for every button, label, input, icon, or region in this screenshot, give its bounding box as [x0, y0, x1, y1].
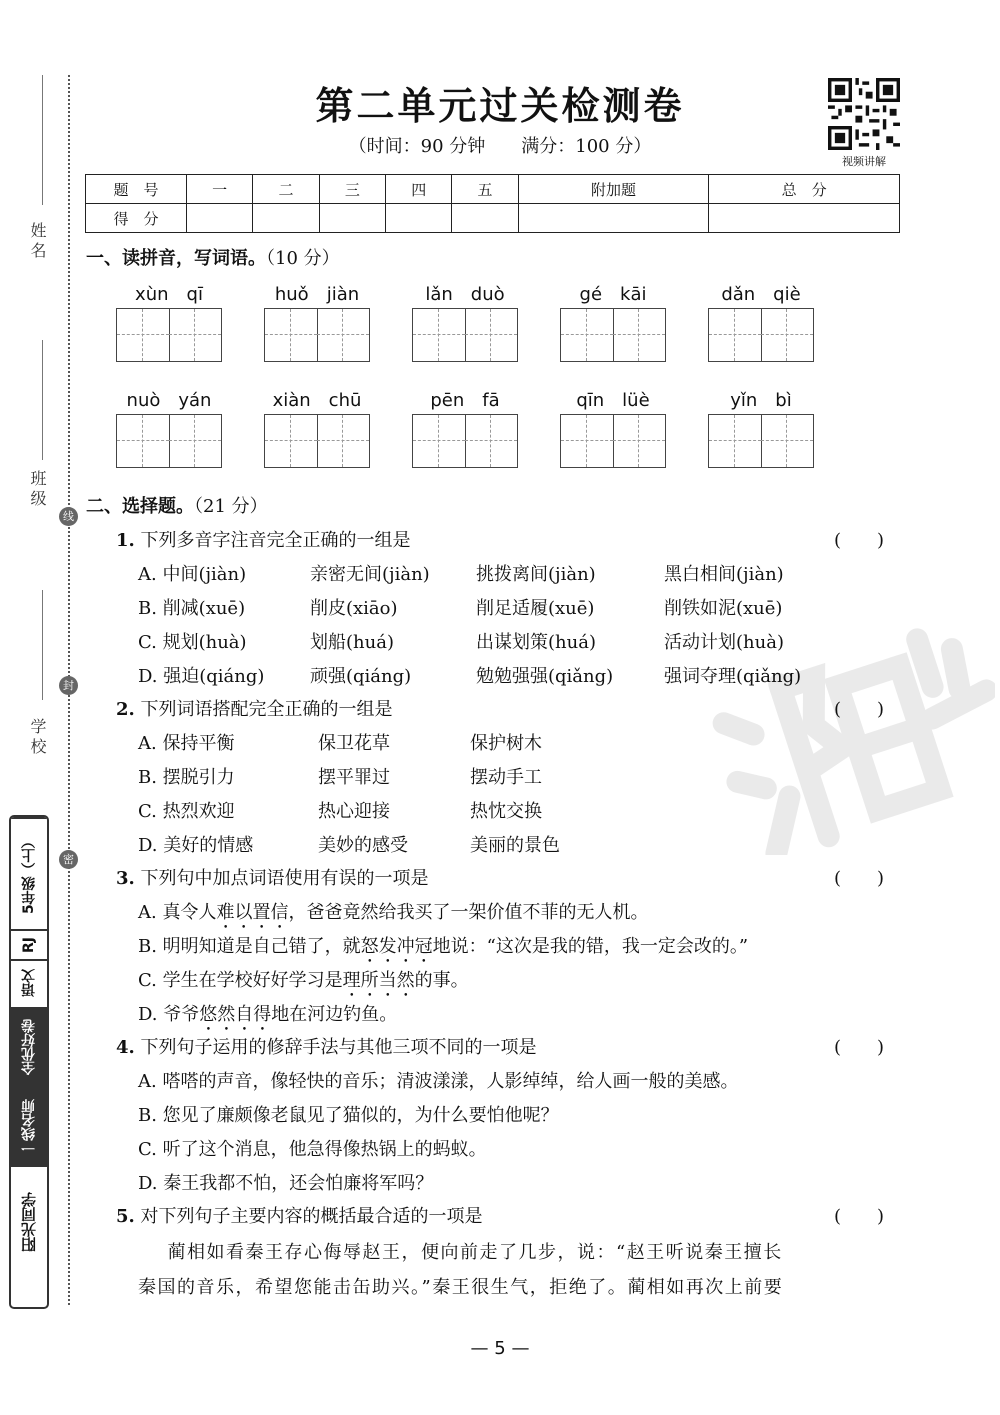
option-a-item: 保护树木 — [470, 733, 542, 754]
writing-grid[interactable] — [116, 414, 222, 468]
pinyin-label: xiàn chū — [272, 390, 362, 411]
option-b[interactable] — [138, 932, 748, 967]
seal-mark-secret: 密 — [59, 850, 78, 869]
brand-slogan-1: 一线名师 — [11, 1087, 47, 1167]
option-a-item: 亲密无间(jiàn) — [310, 564, 430, 585]
score-header-cell: 一 — [187, 175, 253, 204]
option-d-item: 勉勉强强(qiǎng) — [476, 666, 614, 687]
name-line — [42, 75, 43, 205]
option-a[interactable]: A. 中间(jiàn) — [138, 564, 247, 585]
question-text: 下列句中加点词语使用有误的一项是 — [140, 868, 429, 889]
score-cell[interactable] — [187, 204, 253, 233]
question-5 — [116, 1202, 483, 1228]
brand-edition: RJ — [11, 929, 47, 959]
question-4 — [116, 1033, 537, 1059]
pinyin-label: yǐn bì — [730, 390, 792, 411]
option-b[interactable]: B. 削减(xuē) — [138, 598, 246, 619]
dotted-word: 理所当然 — [342, 970, 415, 991]
score-header-cell: 总 分 — [709, 175, 900, 204]
option-d-item: 强词夺理(qiǎng) — [664, 666, 802, 687]
question-3 — [116, 864, 429, 890]
brand-strip — [9, 815, 49, 1309]
score-row-label: 得 分 — [86, 204, 187, 233]
writing-grid[interactable] — [412, 414, 518, 468]
option-a[interactable] — [138, 898, 648, 933]
option-c-item: 出谋划策(huá) — [476, 632, 596, 653]
school-line — [42, 590, 43, 700]
writing-grid[interactable] — [708, 308, 814, 362]
answer-bracket[interactable]: ( ) — [834, 699, 885, 720]
option-d-item: 美丽的景色 — [470, 835, 560, 856]
option-b-item: 削皮(xiāo) — [310, 598, 398, 619]
option-c[interactable] — [138, 966, 469, 1001]
section-1-title-text: 一、读拼音，写词语。 — [86, 248, 266, 269]
option-a[interactable]: A. 嗒嗒的声音，像轻快的音乐；清波漾漾，人影绰绰，给人画一般的美感。 — [138, 1071, 739, 1092]
score-cell[interactable] — [518, 204, 709, 233]
section-2-points: （21 分） — [194, 496, 268, 517]
pinyin-label: gé kāi — [579, 284, 647, 305]
question-1 — [116, 526, 411, 552]
option-a[interactable]: A. 保持平衡 — [138, 733, 235, 754]
option-d[interactable]: D. 美好的情感 — [138, 835, 254, 856]
option-d[interactable] — [138, 1000, 397, 1035]
option-d-item: 顽强(qiáng) — [310, 666, 412, 687]
exam-info: （时间：90 分钟 满分：100 分） — [348, 136, 652, 157]
question-text: 下列多音字注音完全正确的一组是 — [140, 530, 411, 551]
option-text: A. 真令人 — [138, 902, 217, 923]
option-text: 的事。 — [414, 970, 469, 991]
pinyin-label: nuò yán — [126, 390, 212, 411]
option-d[interactable]: D. 强迫(qiáng) — [138, 666, 265, 687]
writing-grid[interactable] — [412, 308, 518, 362]
class-label: 班级 — [28, 470, 47, 510]
option-a-item: 黑白相间(jiàn) — [664, 564, 784, 585]
question-text: 对下列句子主要内容的概括最合适的一项是 — [140, 1206, 483, 1227]
question-2 — [116, 695, 393, 721]
answer-bracket[interactable]: ( ) — [834, 868, 885, 889]
page-title: 第二单元过关检测卷 — [315, 84, 685, 128]
option-c-item: 热心迎接 — [318, 801, 390, 822]
dotted-word: 怒发冲冠 — [360, 936, 433, 957]
pinyin-label: lǎn duò — [425, 284, 505, 305]
score-header-cell: 四 — [386, 175, 452, 204]
page-number: — 5 — — [470, 1338, 530, 1359]
score-table — [85, 174, 900, 233]
pinyin-label: huǒ jiàn — [274, 284, 360, 305]
writing-grid[interactable] — [264, 414, 370, 468]
qr-label: 视频讲解 — [842, 155, 886, 168]
seal-mark-seal: 封 — [59, 676, 78, 695]
option-text: 地说：“这次是我的错，我一定会改的。” — [432, 936, 749, 957]
answer-bracket[interactable]: ( ) — [834, 530, 885, 551]
answer-bracket[interactable]: ( ) — [834, 1206, 885, 1227]
question-number: 3. — [116, 868, 135, 889]
brand-grade: 5年级（上） — [11, 817, 47, 929]
dotted-word: 难以置信 — [216, 902, 289, 923]
answer-bracket[interactable]: ( ) — [834, 1037, 885, 1058]
writing-grid[interactable] — [116, 308, 222, 362]
option-a-item: 挑拨离间(jiàn) — [476, 564, 596, 585]
option-text: 地在河边钓鱼。 — [271, 1004, 398, 1025]
brand-logo: 阳光同学 — [20, 1192, 38, 1252]
option-c-item: 活动计划(huà) — [664, 632, 784, 653]
question-text: 下列句子运用的修辞手法与其他三项不同的一项是 — [140, 1037, 537, 1058]
question-number: 5. — [116, 1206, 135, 1227]
watermark-logo — [705, 625, 995, 855]
score-header-cell: 五 — [452, 175, 518, 204]
question-text: 下列词语搭配完全正确的一组是 — [140, 699, 393, 720]
option-b-item: 摆平罪过 — [318, 767, 390, 788]
score-cell[interactable] — [319, 204, 385, 233]
qr-code-icon[interactable] — [828, 78, 900, 150]
brand-subject: 语文 — [11, 959, 47, 1005]
option-c-item: 热忱交换 — [470, 801, 542, 822]
score-cell[interactable] — [452, 204, 518, 233]
class-line — [42, 340, 43, 460]
option-b-item: 削铁如泥(xuē) — [664, 598, 783, 619]
dotted-word: 悠然自得 — [199, 1004, 272, 1025]
question-number: 4. — [116, 1037, 135, 1058]
writing-grid[interactable] — [708, 414, 814, 468]
section-1-title — [86, 244, 340, 270]
score-table-header-row — [86, 175, 900, 204]
question-number: 1. — [116, 530, 135, 551]
question-number: 2. — [116, 699, 135, 720]
seal-mark-line: 线 — [59, 507, 78, 526]
option-text: D. 爷爷 — [138, 1004, 200, 1025]
option-b-item: 削足适履(xuē) — [476, 598, 595, 619]
score-header-cell: 二 — [253, 175, 319, 204]
option-d[interactable]: D. 秦王我都不怕，还会怕廉将军吗？ — [138, 1173, 434, 1194]
passage-line: 秦国的音乐，希望您能击缶助兴。”秦王很生气，拒绝了。蔺相如再次上前要 — [138, 1277, 784, 1298]
brand-slogan-2: 全优好卷 — [11, 1005, 47, 1087]
score-header-cell: 三 — [319, 175, 385, 204]
option-c[interactable]: C. 规划(huà) — [138, 632, 247, 653]
option-d-item: 美妙的感受 — [318, 835, 408, 856]
score-table-score-row — [86, 204, 900, 233]
name-label: 姓名 — [28, 222, 47, 262]
pinyin-label: pēn fā — [430, 390, 500, 411]
score-cell[interactable] — [709, 204, 900, 233]
option-text: ，爸爸竟然给我买了一架价值不菲的无人机。 — [288, 902, 649, 923]
section-2-title-text: 二、选择题。 — [86, 496, 194, 517]
option-c[interactable]: C. 听了这个消息，他急得像热锅上的蚂蚁。 — [138, 1139, 487, 1160]
pinyin-label: qīn lüè — [576, 390, 650, 411]
pinyin-label: xùn qī — [135, 284, 203, 305]
score-header-cell: 题 号 — [86, 175, 187, 204]
option-b[interactable]: B. 摆脱引力 — [138, 767, 235, 788]
option-c[interactable]: C. 热烈欢迎 — [138, 801, 235, 822]
option-b[interactable]: B. 您见了廉颇像老鼠见了猫似的，为什么要怕他呢？ — [138, 1105, 559, 1126]
section-1-points: （10 分） — [266, 248, 340, 269]
option-text: C. 学生在学校好好学习是 — [138, 970, 343, 991]
option-text: B. 明明知道是自己错了，就 — [138, 936, 361, 957]
writing-grid[interactable] — [560, 414, 666, 468]
score-cell[interactable] — [253, 204, 319, 233]
option-c-item: 划船(huá) — [310, 632, 394, 653]
pinyin-label: dǎn qiè — [721, 284, 801, 305]
option-b-item: 摆动手工 — [470, 767, 542, 788]
score-cell[interactable] — [386, 204, 452, 233]
school-label: 学校 — [28, 718, 47, 758]
option-a-item: 保卫花草 — [318, 733, 390, 754]
writing-grid[interactable] — [560, 308, 666, 362]
passage-line: 蔺相如看秦王存心侮辱赵王，便向前走了几步，说：“赵王听说秦王擅长 — [148, 1242, 783, 1263]
writing-grid[interactable] — [264, 308, 370, 362]
score-header-cell: 附加题 — [518, 175, 709, 204]
section-2-title — [86, 492, 268, 518]
